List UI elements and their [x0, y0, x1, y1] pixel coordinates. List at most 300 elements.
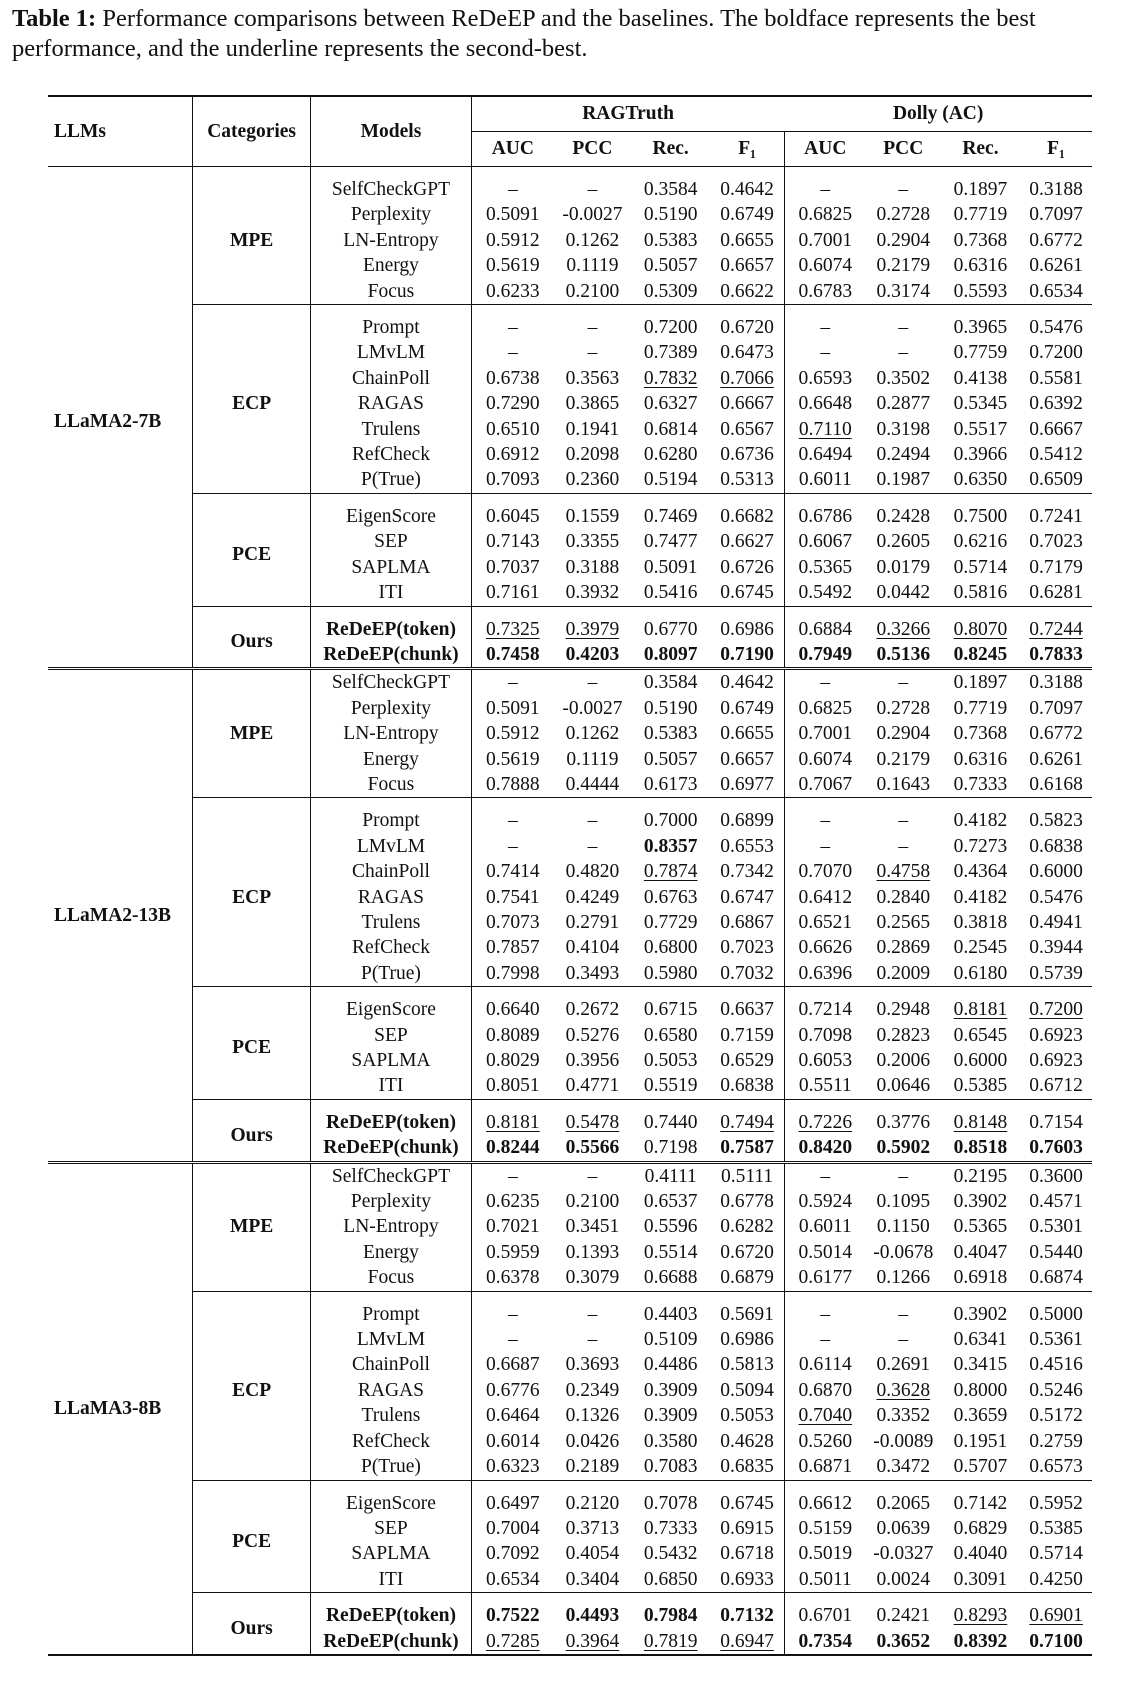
value-text: 0.4111	[644, 1165, 697, 1187]
value-cell	[941, 1629, 1020, 1655]
value-text: 0.7214	[798, 999, 853, 1021]
value-cell	[784, 1240, 865, 1265]
value-text: 0.6879	[720, 1267, 774, 1289]
value-text: 0.5361	[1029, 1329, 1083, 1351]
value-cell	[784, 1214, 865, 1239]
value-cell	[941, 1048, 1020, 1073]
value-cell	[631, 747, 710, 772]
value-cell	[1020, 961, 1092, 987]
value-cell	[710, 1162, 784, 1189]
value-cell	[866, 1023, 941, 1048]
value-text: 0.6235	[486, 1191, 540, 1213]
value-text: 0.4628	[720, 1430, 774, 1452]
value-text: 0.0442	[876, 582, 931, 604]
value-cell	[866, 935, 941, 960]
value-text: 0.5385	[953, 1075, 1008, 1097]
value-cell	[710, 747, 784, 772]
value-text: 0.0179	[876, 556, 931, 578]
value-text: 0.7719	[953, 204, 1008, 226]
value-text: 0.2728	[876, 204, 931, 226]
value-text: 0.6067	[798, 531, 853, 553]
category-label: ECP	[193, 798, 311, 987]
value-cell	[1020, 493, 1092, 529]
value-text: 0.6316	[953, 255, 1008, 277]
value-cell	[471, 910, 554, 935]
value-cell	[784, 167, 865, 203]
value-cell	[631, 228, 710, 253]
model-name: EigenScore	[311, 493, 472, 529]
table-row	[48, 1099, 1092, 1135]
header-categories: Categories	[193, 96, 311, 167]
value-text: 0.8420	[798, 1137, 853, 1159]
value-cell	[710, 580, 784, 606]
value-text: 0.2349	[565, 1379, 620, 1401]
value-cell	[941, 721, 1020, 746]
value-text: 0.4486	[643, 1354, 698, 1376]
value-cell	[471, 721, 554, 746]
value-text: 0.7368	[953, 229, 1008, 251]
value-cell	[631, 669, 710, 696]
value-cell	[710, 772, 784, 798]
value-cell	[784, 1327, 865, 1352]
value-text: 0.8051	[486, 1075, 540, 1097]
value-cell	[1020, 642, 1092, 669]
caption-label: Table 1:	[12, 5, 97, 32]
value-text: 0.7587	[720, 1137, 774, 1159]
value-text: 0.6884	[798, 618, 853, 640]
value-cell	[554, 1541, 631, 1566]
model-name: SelfCheckGPT	[311, 167, 472, 203]
value-text: 0.6000	[1029, 861, 1083, 883]
value-cell	[784, 1099, 865, 1135]
value-text: 0.3956	[565, 1050, 620, 1071]
value-cell	[710, 910, 784, 935]
value-text: 0.7092	[486, 1543, 540, 1565]
value-cell	[710, 798, 784, 834]
value-text: 0.7200	[643, 317, 698, 339]
value-cell	[784, 442, 865, 467]
value-text: 0.6871	[798, 1456, 853, 1478]
value-cell	[471, 417, 554, 442]
value-text: 0.8181	[953, 999, 1008, 1021]
value-text: –	[820, 835, 831, 857]
value-text: 0.5517	[953, 418, 1008, 440]
value-cell	[631, 885, 710, 910]
value-text: 0.6553	[720, 835, 774, 857]
value-text: 0.6494	[798, 444, 853, 466]
value-text: 0.5902	[876, 1137, 931, 1159]
value-cell	[784, 961, 865, 987]
category-label: PCE	[193, 493, 311, 606]
table-row	[48, 987, 1092, 1023]
value-cell	[631, 202, 710, 227]
header-metric: F₁	[710, 132, 784, 167]
value-cell	[710, 1403, 784, 1428]
value-cell	[941, 935, 1020, 960]
value-cell	[631, 1189, 710, 1214]
header-metric: AUC	[784, 132, 865, 167]
value-cell	[471, 987, 554, 1023]
value-cell	[631, 555, 710, 580]
value-cell	[710, 253, 784, 278]
value-text: 0.7857	[486, 937, 540, 959]
value-cell	[631, 1378, 710, 1403]
value-cell	[471, 1629, 554, 1655]
value-text: 0.1643	[876, 773, 931, 795]
model-name: ChainPoll	[311, 366, 472, 391]
value-cell	[471, 1135, 554, 1162]
value-text: 0.2728	[876, 697, 931, 719]
value-cell	[710, 529, 784, 554]
header-metric: Rec.	[941, 132, 1020, 167]
value-cell	[1020, 417, 1092, 442]
value-text: 0.5053	[720, 1405, 774, 1427]
value-text: –	[820, 342, 831, 364]
value-cell	[1020, 555, 1092, 580]
value-text: -0.0089	[873, 1430, 934, 1452]
value-cell	[941, 747, 1020, 772]
value-text: 0.6593	[798, 367, 853, 389]
value-cell	[471, 555, 554, 580]
value-text: 0.4758	[876, 861, 931, 883]
value-cell	[784, 721, 865, 746]
value-cell	[941, 1403, 1020, 1428]
value-cell	[710, 1023, 784, 1048]
value-text: –	[820, 672, 831, 694]
model-name: RAGAS	[311, 391, 472, 416]
value-cell	[710, 1541, 784, 1566]
value-cell	[471, 1454, 554, 1480]
value-cell	[554, 834, 631, 859]
value-text: 0.6912	[486, 444, 540, 466]
value-cell	[784, 772, 865, 798]
value-text: 0.5000	[1029, 1303, 1083, 1325]
value-text: 0.3600	[1029, 1165, 1083, 1187]
value-cell	[941, 1541, 1020, 1566]
value-text: –	[820, 1329, 831, 1351]
value-text: 0.4054	[565, 1543, 620, 1565]
value-cell	[554, 1567, 631, 1593]
value-cell	[554, 798, 631, 834]
value-cell	[471, 1265, 554, 1291]
value-text: 0.6986	[720, 1329, 774, 1351]
table-row	[48, 1593, 1092, 1629]
value-text: 0.6261	[1029, 255, 1083, 277]
model-name: RefCheck	[311, 1429, 472, 1454]
value-text: 0.3693	[565, 1354, 620, 1376]
value-text: 0.6392	[1029, 393, 1083, 415]
value-text: 0.1393	[565, 1241, 620, 1263]
value-text: 0.7984	[643, 1605, 698, 1627]
model-name: LMvLM	[311, 1327, 472, 1352]
value-cell	[471, 167, 554, 203]
value-cell	[866, 772, 941, 798]
value-cell	[631, 391, 710, 416]
value-cell	[866, 1240, 941, 1265]
value-cell	[1020, 391, 1092, 416]
value-text: 0.6233	[486, 280, 540, 302]
value-text: 0.6497	[486, 1492, 540, 1514]
value-cell	[554, 1516, 631, 1541]
value-text: 0.6874	[1029, 1267, 1083, 1289]
value-cell	[710, 1480, 784, 1516]
value-cell	[866, 1265, 941, 1291]
value-cell	[1020, 1189, 1092, 1214]
value-text: 0.7477	[643, 531, 698, 553]
value-text: 0.6011	[798, 1216, 852, 1238]
value-cell	[941, 696, 1020, 721]
value-cell	[710, 417, 784, 442]
value-text: –	[587, 1303, 598, 1325]
value-text: 0.6770	[643, 618, 698, 640]
value-cell	[471, 798, 554, 834]
value-text: 0.7440	[643, 1111, 698, 1133]
value-text: 0.3563	[565, 367, 620, 389]
value-text: 0.6627	[720, 531, 774, 553]
value-text: 0.5581	[1029, 367, 1083, 389]
value-text: 0.2428	[876, 505, 931, 527]
value-cell	[710, 1048, 784, 1073]
value-text: 0.7032	[720, 962, 774, 984]
value-cell	[1020, 202, 1092, 227]
value-cell	[710, 1378, 784, 1403]
value-text: 0.7833	[1029, 643, 1083, 665]
value-cell	[631, 772, 710, 798]
value-cell	[631, 1073, 710, 1099]
model-name: P(True)	[311, 1454, 472, 1480]
value-cell	[554, 529, 631, 554]
value-text: 0.6521	[798, 911, 853, 933]
value-cell	[941, 859, 1020, 884]
model-name: SEP	[311, 529, 472, 554]
value-cell	[784, 747, 865, 772]
value-text: 0.3174	[876, 280, 931, 302]
value-text: –	[587, 1329, 598, 1351]
value-cell	[554, 1403, 631, 1428]
value-cell	[471, 467, 554, 493]
value-cell	[554, 391, 631, 416]
value-cell	[710, 493, 784, 529]
value-cell	[866, 1162, 941, 1189]
value-text: 0.6622	[720, 280, 774, 302]
value-text: 0.2904	[876, 229, 931, 251]
value-text: 0.5816	[953, 582, 1008, 604]
value-cell	[866, 228, 941, 253]
value-text: 0.4516	[1029, 1354, 1083, 1376]
model-name: EigenScore	[311, 1480, 472, 1516]
value-text: 0.4493	[565, 1605, 620, 1627]
value-cell	[784, 1135, 865, 1162]
value-cell	[554, 228, 631, 253]
value-text: 0.7159	[720, 1024, 774, 1046]
value-text: 0.5109	[643, 1329, 698, 1351]
model-name: Trulens	[311, 910, 472, 935]
value-text: 0.5365	[798, 556, 853, 578]
value-text: 0.5057	[643, 748, 698, 770]
value-cell	[471, 885, 554, 910]
model-name: Focus	[311, 279, 472, 305]
value-cell	[710, 391, 784, 416]
value-text: 0.1559	[565, 505, 620, 527]
value-text: 0.3502	[876, 367, 931, 389]
value-cell	[554, 1291, 631, 1327]
value-cell	[554, 279, 631, 305]
value-cell	[866, 987, 941, 1023]
model-name: RefCheck	[311, 935, 472, 960]
value-cell	[866, 696, 941, 721]
value-cell	[631, 910, 710, 935]
model-name: Focus	[311, 1265, 472, 1291]
value-text: 0.4642	[720, 179, 774, 200]
value-cell	[710, 1073, 784, 1099]
value-text: 0.6901	[1029, 1605, 1083, 1627]
value-cell	[784, 696, 865, 721]
value-cell	[554, 1454, 631, 1480]
value-cell	[784, 1378, 865, 1403]
value-cell	[471, 580, 554, 606]
value-text: 0.7097	[1029, 204, 1083, 226]
value-text: 0.2605	[876, 531, 931, 553]
value-text: 0.5091	[486, 697, 540, 719]
value-text: 0.7001	[798, 229, 853, 251]
value-text: 0.7874	[643, 861, 698, 883]
value-cell	[941, 493, 1020, 529]
value-text: 0.4203	[565, 643, 620, 665]
value-cell	[631, 1135, 710, 1162]
value-text: –	[898, 1165, 909, 1187]
value-cell	[471, 669, 554, 696]
value-text: 0.4040	[953, 1543, 1008, 1565]
value-text: 0.7179	[1029, 556, 1083, 578]
value-text: 0.5707	[953, 1456, 1008, 1478]
value-cell	[784, 340, 865, 365]
value-cell	[941, 1099, 1020, 1135]
value-cell	[631, 1023, 710, 1048]
value-text: 0.6011	[798, 469, 852, 491]
value-text: 0.6763	[643, 886, 698, 908]
value-cell	[631, 696, 710, 721]
value-text: 0.5492	[798, 582, 853, 604]
value-cell	[866, 961, 941, 987]
value-cell	[1020, 1265, 1092, 1291]
value-cell	[710, 987, 784, 1023]
value-cell	[710, 961, 784, 987]
value-text: 0.5159	[798, 1517, 853, 1539]
value-text: 0.5739	[1029, 962, 1083, 984]
value-text: 0.3909	[643, 1379, 698, 1401]
model-name: LMvLM	[311, 340, 472, 365]
value-cell	[631, 1162, 710, 1189]
value-cell	[866, 1429, 941, 1454]
value-cell	[941, 253, 1020, 278]
value-cell	[631, 1403, 710, 1428]
value-cell	[866, 1291, 941, 1327]
value-cell	[941, 366, 1020, 391]
value-text: 0.3902	[953, 1191, 1008, 1213]
value-cell	[554, 885, 631, 910]
value-text: 0.7603	[1029, 1137, 1083, 1159]
category-label: PCE	[193, 1480, 311, 1593]
value-text: 0.2421	[876, 1605, 931, 1627]
value-cell	[866, 305, 941, 341]
value-text: 0.1897	[953, 179, 1008, 200]
value-cell	[554, 340, 631, 365]
value-text: 0.6657	[720, 748, 774, 770]
value-cell	[710, 279, 784, 305]
value-text: –	[587, 179, 598, 200]
value-text: –	[507, 835, 518, 857]
value-cell	[631, 1629, 710, 1655]
value-text: 0.2006	[876, 1050, 931, 1071]
value-cell	[941, 961, 1020, 987]
value-cell	[941, 642, 1020, 669]
value-text: 0.6772	[1029, 723, 1083, 745]
value-cell	[710, 721, 784, 746]
value-cell	[784, 1265, 865, 1291]
value-cell	[631, 1567, 710, 1593]
value-cell	[554, 987, 631, 1023]
value-text: 0.7285	[486, 1630, 540, 1652]
value-text: –	[898, 835, 909, 857]
value-cell	[471, 202, 554, 227]
value-cell	[554, 910, 631, 935]
value-text: 0.2179	[876, 255, 931, 277]
value-cell	[941, 228, 1020, 253]
value-text: 0.5276	[565, 1024, 620, 1046]
value-cell	[941, 580, 1020, 606]
value-cell	[1020, 834, 1092, 859]
value-cell	[866, 580, 941, 606]
value-cell	[941, 279, 1020, 305]
value-cell	[471, 228, 554, 253]
value-text: 0.3818	[953, 911, 1008, 933]
category-label: Ours	[193, 1593, 311, 1655]
value-text: 0.6783	[798, 280, 853, 302]
value-cell	[554, 1099, 631, 1135]
value-text: 0.4771	[565, 1075, 620, 1097]
value-text: 0.6281	[1029, 582, 1083, 604]
value-text: 0.4249	[565, 886, 620, 908]
value-cell	[784, 798, 865, 834]
value-text: 0.3266	[876, 618, 931, 640]
value-cell	[784, 279, 865, 305]
value-text: 0.7469	[643, 505, 698, 527]
value-cell	[471, 747, 554, 772]
value-cell	[866, 1629, 941, 1655]
value-cell	[710, 1265, 784, 1291]
value-text: 0.5912	[486, 229, 540, 251]
value-cell	[631, 606, 710, 642]
value-cell	[471, 1327, 554, 1352]
value-cell	[554, 1214, 631, 1239]
header-dolly: Dolly (AC)	[784, 96, 1092, 132]
value-cell	[471, 1048, 554, 1073]
value-cell	[1020, 366, 1092, 391]
value-text: 0.5412	[1029, 444, 1083, 466]
value-cell	[554, 1593, 631, 1629]
value-cell	[866, 1541, 941, 1566]
value-text: 0.2759	[1029, 1430, 1083, 1452]
value-cell	[941, 669, 1020, 696]
value-text: 0.2009	[876, 962, 931, 984]
value-text: 0.4820	[565, 861, 620, 883]
value-text: 0.4182	[953, 886, 1008, 908]
value-cell	[784, 493, 865, 529]
value-cell	[941, 1567, 1020, 1593]
value-cell	[631, 279, 710, 305]
value-cell	[554, 935, 631, 960]
value-cell	[941, 202, 1020, 227]
